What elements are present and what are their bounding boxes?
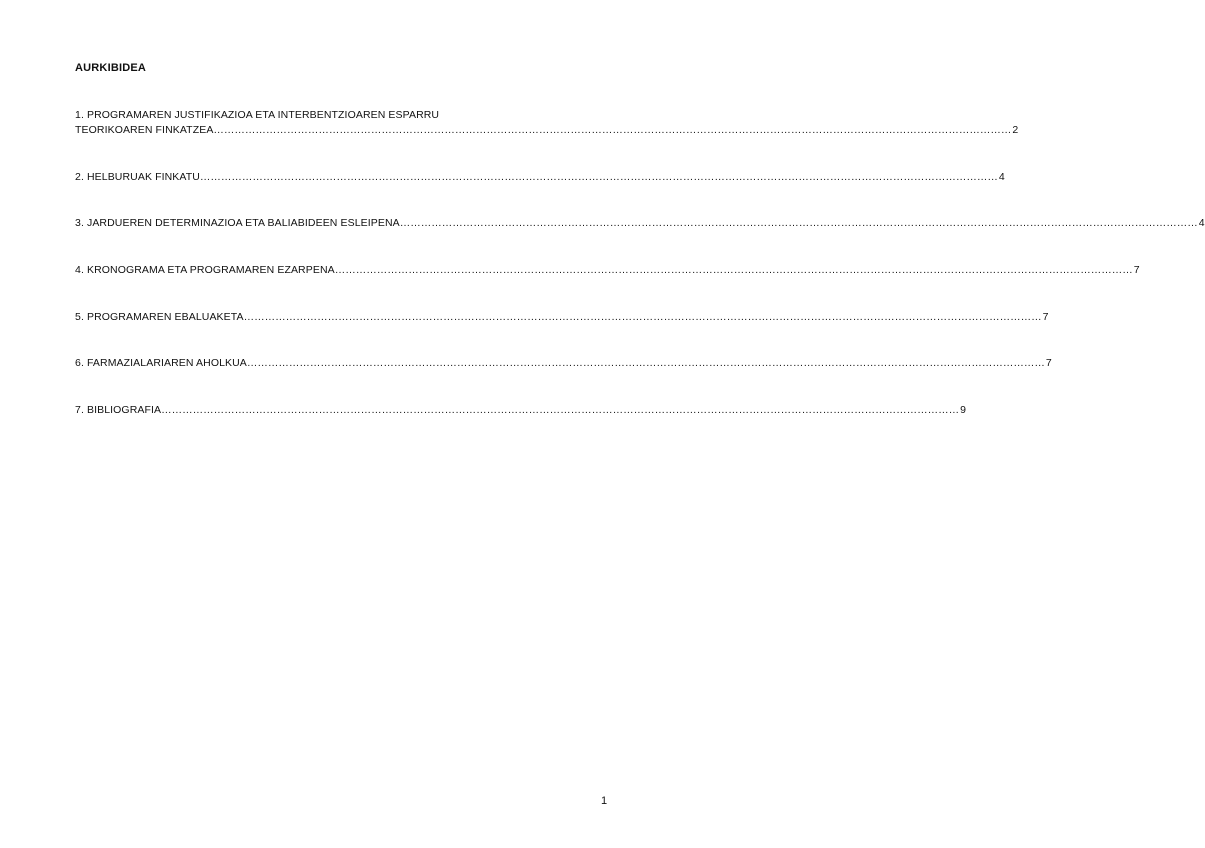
- dot-leader: …………………………………………………………………………………………………………………………………………………………………………………………………………: [199, 171, 998, 183]
- toc-entry-7[interactable]: [75, 403, 967, 418]
- toc-entry-6[interactable]: [75, 356, 1052, 371]
- toc-entry-2[interactable]: [75, 170, 1005, 185]
- toc-entry-label: 1. PROGRAMAREN JUSTIFIKAZIOA ETA INTERBENTZIOAREN ESPARRU: [75, 109, 440, 121]
- page-number: 1: [601, 795, 608, 807]
- toc-entry-5[interactable]: [75, 310, 1049, 325]
- dot-leader: …………………………………………………………………………………………………………………………………………………………………………………………………………: [399, 217, 1198, 229]
- toc-entry-label: 7. BIBLIOGRAFIA: [75, 404, 162, 416]
- toc-entry-1[interactable]: [75, 108, 1019, 138]
- toc-entry-label: 3. JARDUEREN DETERMINAZIOA ETA BALIABIDEEN ESLEIPENA: [75, 217, 400, 229]
- toc-entry-3[interactable]: [75, 216, 1205, 231]
- toc-page-number: 7: [1133, 264, 1140, 276]
- toc-entry-label: 2. HELBURUAK FINKATU: [75, 171, 200, 183]
- dot-leader: …………………………………………………………………………………………………………………………………………………………………………………………………………: [213, 124, 1012, 136]
- toc-page-number: 2: [1012, 124, 1019, 136]
- dot-leader: …………………………………………………………………………………………………………………………………………………………………………………………………………: [334, 264, 1133, 276]
- toc-entry-4[interactable]: [75, 263, 1140, 278]
- dot-leader: …………………………………………………………………………………………………………………………………………………………………………………………………………: [243, 311, 1042, 323]
- toc-entry-label: 5. PROGRAMAREN EBALUAKETA: [75, 311, 244, 323]
- toc-page-number: 4: [1198, 217, 1205, 229]
- toc-page-number: 4: [998, 171, 1005, 183]
- toc-entry-label: 4. KRONOGRAMA ETA PROGRAMAREN EZARPENA: [75, 264, 335, 276]
- toc-entry-label: TEORIKOAREN FINKATZEA: [75, 124, 214, 136]
- dot-leader: …………………………………………………………………………………………………………………………………………………………………………………………………………: [246, 357, 1045, 369]
- toc-entry-label: 6. FARMAZIALARIAREN AHOLKUA: [75, 357, 247, 369]
- toc-page-number: 7: [1045, 357, 1052, 369]
- toc-page-number: 9: [960, 404, 967, 416]
- toc-page-number: 7: [1042, 311, 1049, 323]
- dot-leader: …………………………………………………………………………………………………………………………………………………………………………………………………………: [161, 404, 960, 416]
- toc-entry-1-line2: [75, 123, 1019, 138]
- toc-heading: AURKIBIDEA: [75, 62, 147, 74]
- toc-entry-1-line1: [75, 108, 580, 123]
